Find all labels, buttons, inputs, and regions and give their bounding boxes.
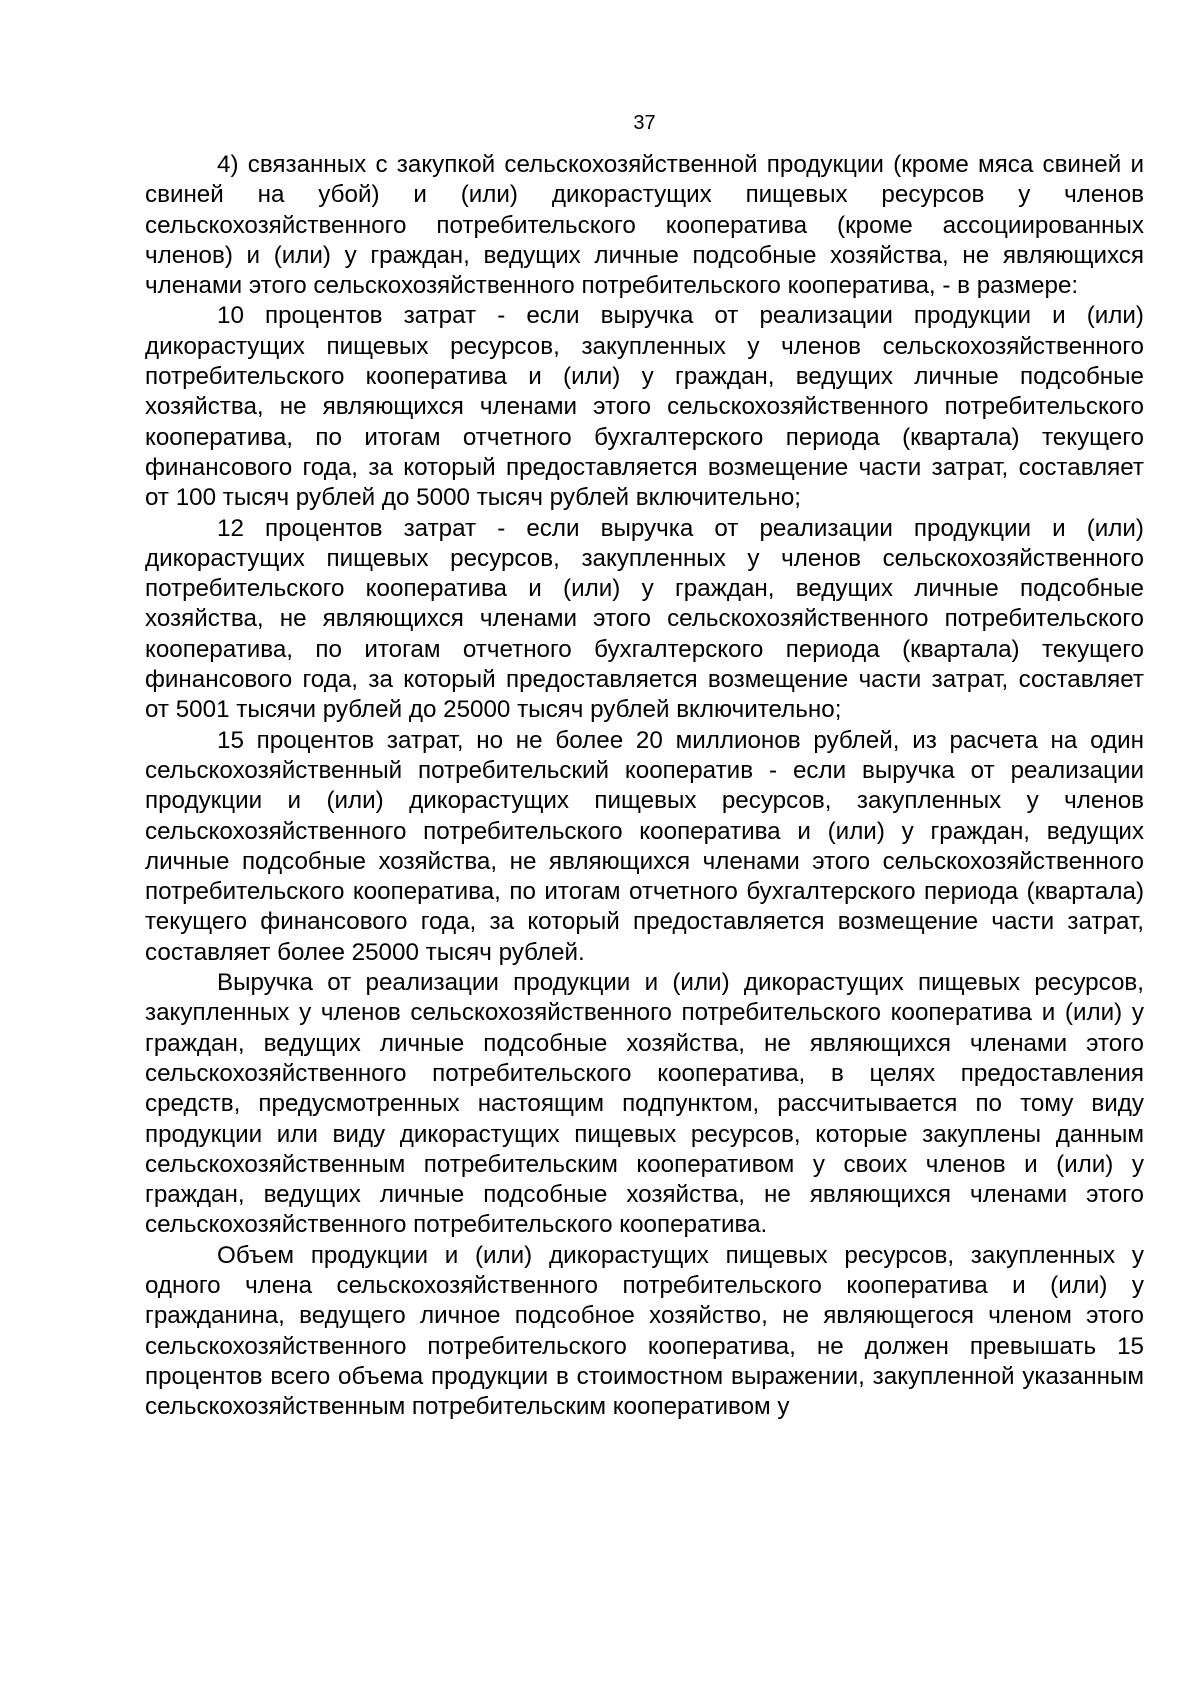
paragraph-revenue: Выручка от реализации продукции и (или) дикорастущих пищевых ресурсов, закупленных у членов сельскохозяйственного потребительского кооператива и (или) у граждан, ведущих личные подсобные хозяйства, не являющихся членами этого сельскохозяйственного потребительского кооператива, в целях предоставления средств, предусмотренных настоящим подпунктом, рассчитывается по тому виду продукции или виду дикорастущих пищевых ресурсов, которые закуплены данным сельскохозяйственным потребительским кооперативом у своих членов и (или) у граждан, ведущих личные подсобные хозяйства, не являющихся членами этого сельскохозяйственного потребительского кооператива. xyxy=(145,969,1144,1239)
paragraph-10-percent: 10 процентов затрат - если выручка от реализации продукции и (или) дикорастущих пищевых ресурсов, закупленных у членов сельскохозяйственного потребительского кооператива и (или) у граждан, ведущих личные подсобные хозяйства, не являющихся членами этого сельскохозяйственного потребительского кооператива, по итогам отчетного бухгалтерского периода (квартала) текущего финансового года, за который предоставляется возмещение части затрат, составляет от 100 тысяч рублей до 5000 тысяч рублей включительно; xyxy=(145,302,1144,512)
document-page xyxy=(145,108,1144,1422)
paragraph-15-percent: 15 процентов затрат, но не более 20 миллионов рублей, из расчета на один сельскохозяйственный потребительский кооператив - если выручка от реализации продукции и (или) дикорастущих пищевых ресурсов, закупленных у членов сельскохозяйственного потребительского кооператива и (или) у граждан, ведущих личные подсобные хозяйства, не являющихся членами этого сельскохозяйственного потребительского кооператива, по итогам отчетного бухгалтерского периода (квартала) текущего финансового года, за который предоставляется возмещение части затрат, составляет более 25000 тысяч рублей. xyxy=(145,726,1144,966)
paragraph-subitem-4: 4) связанных с закупкой сельскохозяйственной продукции (кроме мяса свиней и свиней на убой) и (или) дикорастущих пищевых ресурсов у членов сельскохозяйственного потребительского кооператива (кроме ассоциированных членов) и (или) у граждан, ведущих личные подсобные хозяйства, не являющихся членами этого сельскохозяйственного потребительского кооператива, - в размере: xyxy=(145,151,1144,300)
paragraph-12-percent: 12 процентов затрат - если выручка от реализации продукции и (или) дикорастущих пищевых ресурсов, закупленных у членов сельскохозяйственного потребительского кооператива и (или) у граждан, ведущих личные подсобные хозяйства, не являющихся членами этого сельскохозяйственного потребительского кооператива, по итогам отчетного бухгалтерского периода (квартала) текущего финансового года, за который предоставляется возмещение части затрат, составляет от 5001 тысячи рублей до 25000 тысяч рублей включительно; xyxy=(145,514,1144,724)
paragraph-volume: Объем продукции и (или) дикорастущих пищевых ресурсов, закупленных у одного члена сельскохозяйственного потребительского кооператива и (или) у гражданина, ведущего личное подсобное хозяйство, не являющегося членом этого сельскохозяйственного потребительского кооператива, не должен превышать 15 процентов всего объема продукции в стоимостном выражении, закупленной указанным сельскохозяйственным потребительским кооперативом у xyxy=(145,1241,1144,1421)
page-number: 37 xyxy=(633,112,656,134)
